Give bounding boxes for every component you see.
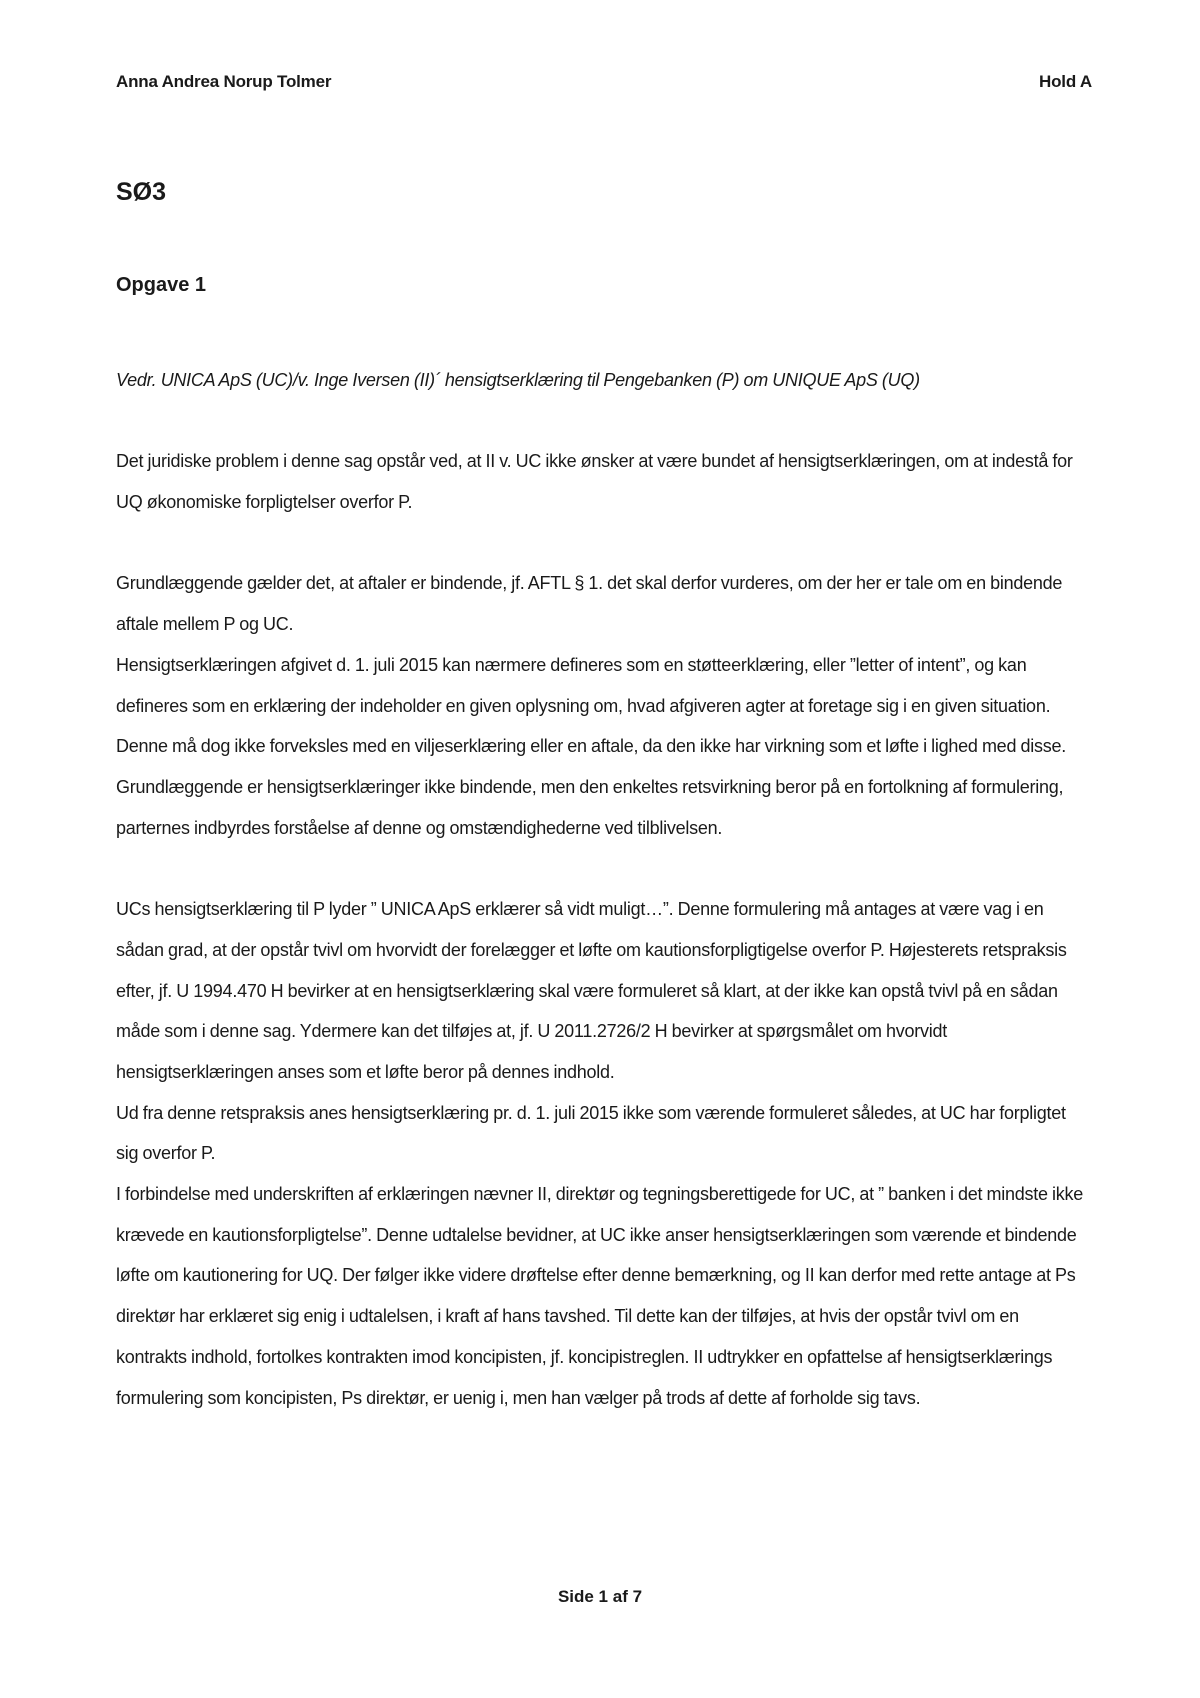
team-label: Hold A: [1039, 72, 1092, 91]
author-name: Anna Andrea Norup Tolmer: [116, 72, 332, 91]
task-heading: Opgave 1: [116, 274, 207, 296]
paragraph-binding-agreements: Grundlæggende gælder det, at aftaler er bindende, jf. AFTL § 1. det skal derfor vurderes, om der her er tale om en bindende aftale mellem P og UC.: [116, 573, 1063, 635]
page-number: Side 1 af 7: [557, 1587, 643, 1606]
subject-line: Vedr. UNICA ApS (UC)/v. Inge Iversen (II)´ hensigtserklæring til Pengebanken (P) om UNIQUE ApS (UQ): [116, 370, 920, 390]
paragraph-letter-of-intent: Hensigtserklæringen afgivet d. 1. juli 2015 kan nærmere defineres som en støtteerklæring, eller ”letter of intent”, og kan defineres som en erklæring der indeholder en given oplysning om, hvad afgiveren agter at foretage sig i en given situation. Denne må dog ikke forveksles med en viljeserklæring eller en aftale, da den ikke har virkning som et løfte i lighed med disse. Grundlæggende er hensigtserklæringer ikke bindende, men den enkeltes retsvirkning beror på en fortolkning af formulering, parternes indbyrdes forståelse af denne og omstændighederne ved tilblivelsen.: [116, 654, 1066, 838]
paragraph-case-law-conclusion: Ud fra denne retspraksis anes hensigtserklæring pr. d. 1. juli 2015 ikke som værende formuleret således, at UC har forpligtet sig overfor P.: [116, 1102, 1066, 1164]
document-title: SØ3: [116, 178, 167, 206]
page-header: [116, 72, 1092, 96]
paragraph-problem: Det juridiske problem i denne sag opstår ved, at II v. UC ikke ønsker at være bundet af hensigtserklæringen, om at indestå for UQ økonomiske forpligtelser overfor P.: [116, 451, 1073, 513]
paragraph-signature-statement: I forbindelse med underskriften af erklæringen nævner II, direktør og tegningsberettigede for UC, at ” banken i det mindste ikke krævede en kautionsforpligtelse”. Denne udtalelse bevidner, at UC ikke anser hensigtserklæringen som værende et bindende løfte om kautionering for UQ. Der følger ikke videre drøftelse efter denne bemærkning, og II kan derfor med rette antage at Ps direktør har erklæret sig enig i udtalelsen, i kraft af hans tavshed. Til dette kan der tilføjes, at hvis der opstår tvivl om en kontrakts indhold, fortolkes kontrakten imod koncipisten, jf. koncipistreglen. II udtrykker en opfattelse af hensigtserklærings formulering som koncipisten, Ps direktør, er uenig i, men han vælger på trods af dette af forholde sig tavs.: [116, 1184, 1084, 1408]
document-body: [116, 360, 1092, 1418]
paragraph-formulation: UCs hensigtserklæring til P lyder ” UNICA ApS erklærer så vidt muligt…”. Denne formulering må antages at være vag i en sådan grad, at der opstår tvivl om hvorvidt der forelægger et løfte om kautionsforpligtigelse overfor P. Højesterets retspraksis efter, jf. U 1994.470 H bevirker at en hensigtserklæring skal være formuleret så klart, at der ikke kan opstå tvivl på en sådan måde som i denne sag. Ydermere kan det tilføjes at, jf. U 2011.2726/2 H bevirker at spørgsmålet om hvorvidt hensigtserklæringen anses som et løfte beror på dennes indhold.: [116, 899, 1067, 1082]
